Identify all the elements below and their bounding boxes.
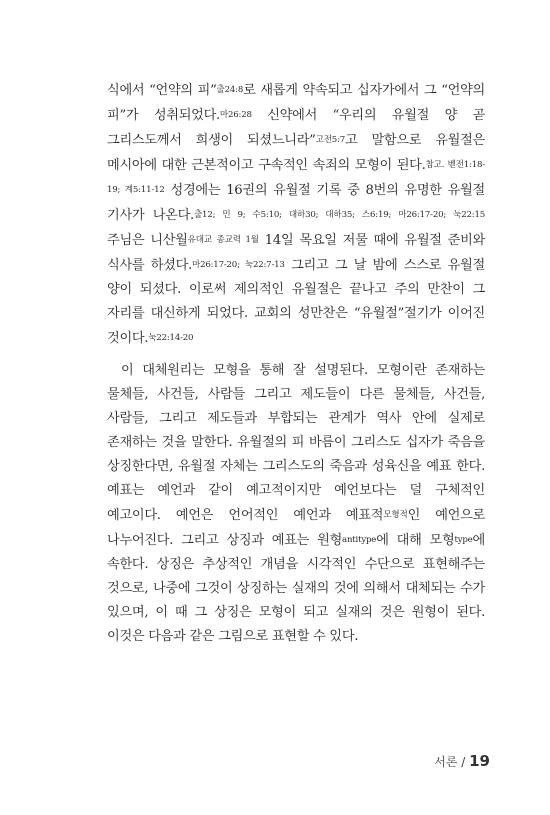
page-footer [434, 752, 490, 770]
text-run: 에 속한다. 상징은 추상적인 개념을 시각적인 수단으로 표현해주는 것으로, 나중에 그것이 상징하는 실재의 것에 의해서 대체되는 수가 있으며, 이 때 그 상징은 모형이 되고 실재의 것은 원형이 된다. 이것은 다음과 같은 그림으로 표현할 수 있다. [107, 533, 485, 644]
text-run: 그리고 그 날 밤에 스스로 유월절 양이 되셨다. 이로써 제의적인 유월절은 끝나고 주의 만찬이 그 자리를 대신하게 되었다. 교회의 성만찬은 “유월절”절기가 이어진 것이다. [107, 258, 485, 346]
text-run: 성경에는 16권의 유월절 기록 중 8번의 유명한 유월절 기사가 나온다. [107, 183, 485, 223]
text-run: 에 대해 모형 [376, 533, 455, 548]
text-run: 주님은 니산월 [107, 233, 188, 248]
page-number: 19 [469, 752, 490, 770]
text-run: 식에서 “언약의 피” [107, 83, 217, 98]
text-run: 신약에서 “우리의 유월절 양 곧 그리스도께서 희생이 되셨느니라” [107, 108, 485, 148]
body-text [107, 78, 485, 649]
section-name: 서론 [434, 755, 458, 769]
text-run: 이 대체원리는 모형을 통해 잘 설명된다. 모형이란 존재하는 물체들, 사건들, 사람들 그리고 제도들이 다른 물체들, 사건들, 사람들, 그리고 제도들과 부합되는 관계가 역사 안에 실제로 존재하는 것을 말한다. 유월절의 피 바름이 그리스도 십자가 죽음을 상징한다면, 유월절 자체는 그리스도의 죽음과 성육신을 예표 한다. 예표는 예언과 같이 예고적이지만 예언보다는 덜 구체적인 예고이다. 예언은 언어적인 예언과 예표적 [107, 363, 485, 523]
reference-note: 고전5:7 [315, 135, 346, 145]
paragraph-2 [107, 359, 485, 649]
reference-note: type [454, 535, 473, 545]
reference-note: 마26:28 [219, 110, 252, 120]
text-run: 인 예언으로 나누어진다. 그리고 상징과 예표는 원형 [107, 508, 485, 548]
reference-note: antitype [342, 535, 377, 545]
reference-note: 모형적 [383, 510, 408, 520]
text-run: 14일 목요일 저물 때에 유월절 준비와 식사를 하셨다. [107, 233, 485, 273]
reference-note: 눅22:14-20 [148, 333, 194, 343]
text-run: 고 말함으로 유월절은 메시아에 대한 근본적이고 구속적인 속죄의 모형이 된다. [107, 133, 485, 173]
reference-note: 참고. 벧전1:18-19; 계5:11-12 [107, 160, 486, 195]
reference-note: 마26:17-20; 눅22:7-13 [191, 260, 285, 270]
paragraph-1 [107, 78, 485, 351]
folio-separator: / [457, 755, 470, 769]
reference-note: 출24:8 [216, 85, 244, 95]
reference-note: 유대교 종교력 1월 [187, 235, 259, 245]
reference-note: 출12; 민 9; 수5:10; 대하30; 대하35; 스6:19; 마26:17-20; 눅22:15 [193, 210, 485, 220]
text-run: 로 새롭게 약속되고 십자가에서 그 “언약의 피”가 성취되었다. [107, 83, 485, 123]
